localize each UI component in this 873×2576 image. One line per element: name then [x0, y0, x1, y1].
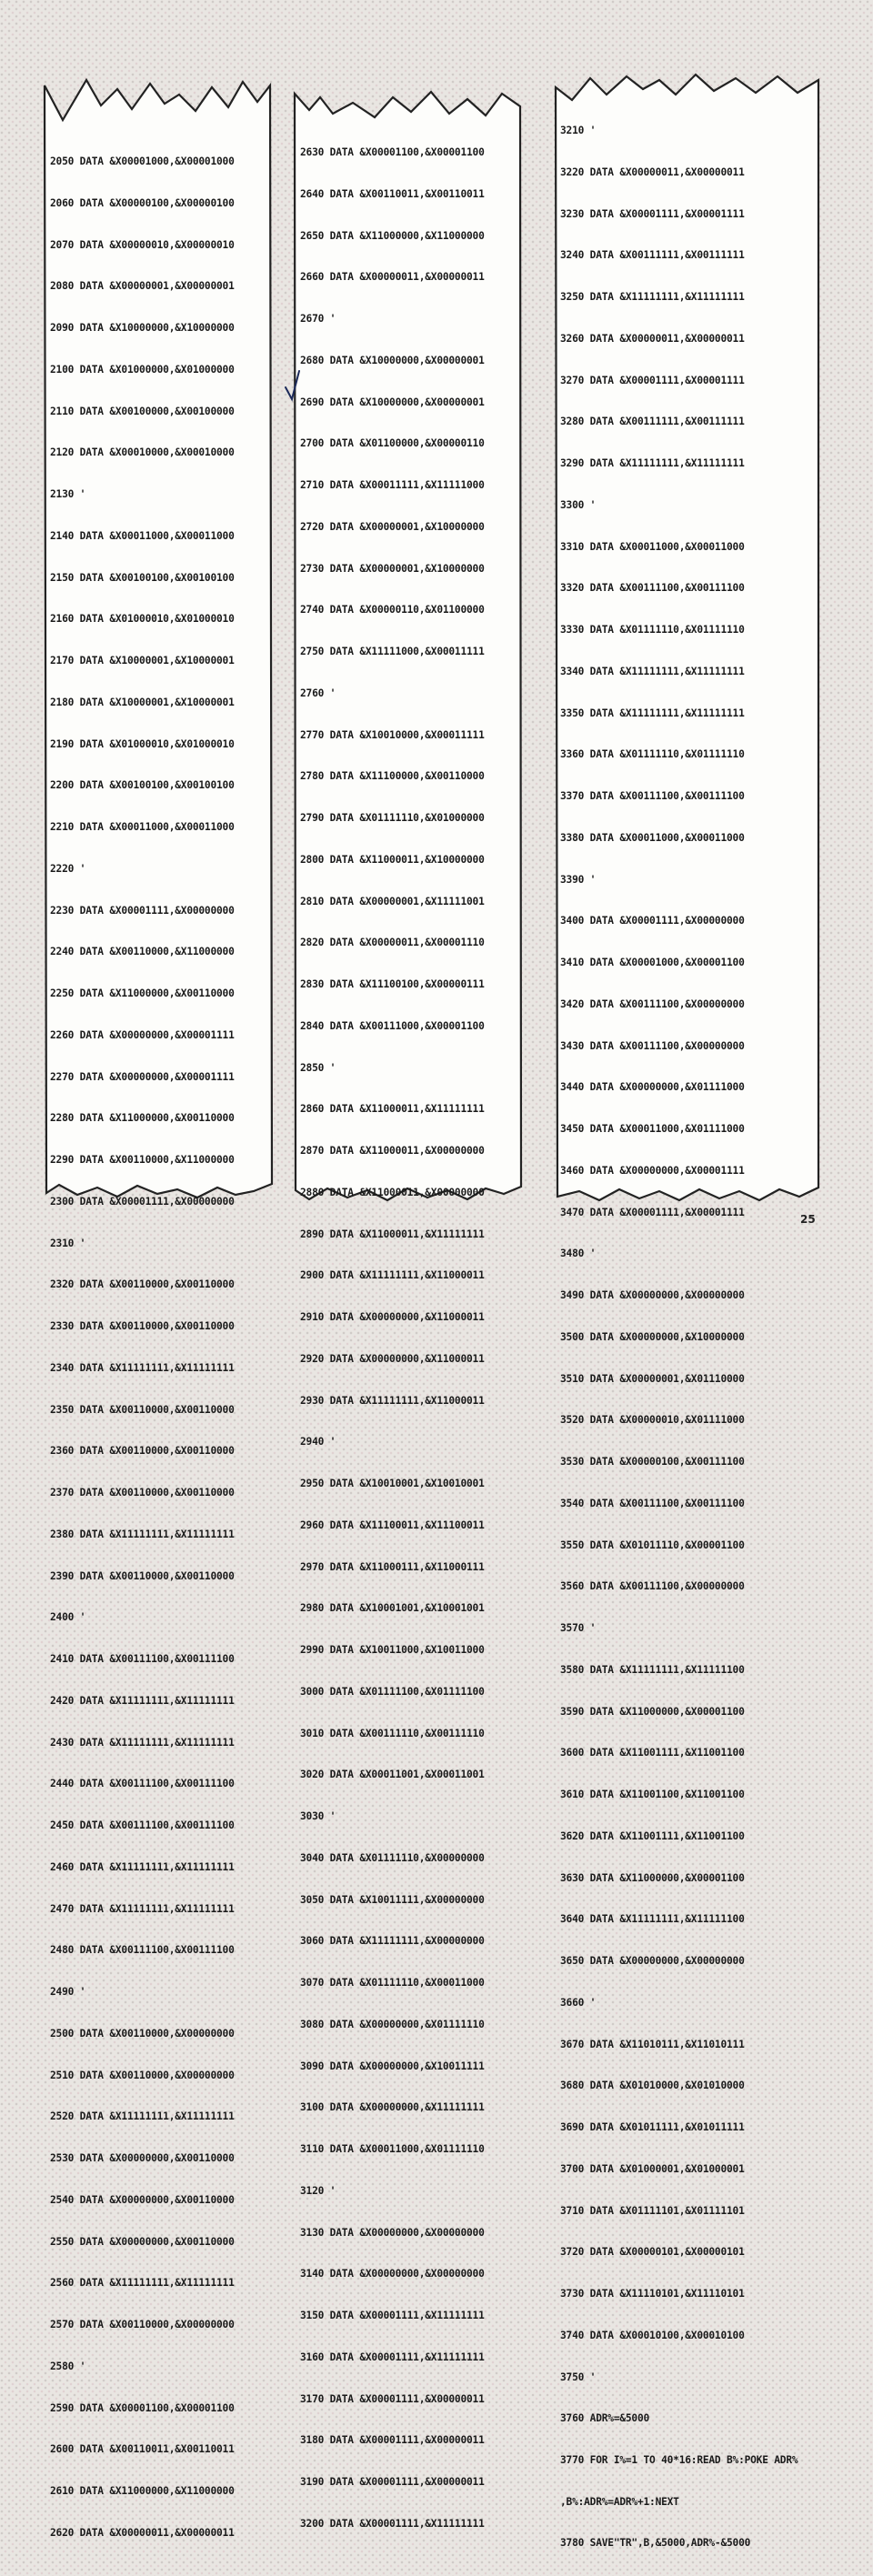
code-line: 2880 DATA &X11000011,&X00000000 [300, 1186, 485, 1198]
code-line: 3730 DATA &X11110101,&X11110101 [560, 2288, 745, 2300]
code-line: 2940 ' [300, 1436, 336, 1448]
code-line: 2170 DATA &X10000001,&X10000001 [50, 655, 235, 667]
code-line: 2180 DATA &X10000001,&X10000001 [50, 696, 235, 708]
code-line: 2210 DATA &X00011000,&X00011000 [50, 821, 235, 833]
code-line: 2260 DATA &X00000000,&X00001111 [50, 1028, 235, 1041]
code-line: 2450 DATA &X00111100,&X00111100 [50, 1819, 235, 1831]
code-line: 2200 DATA &X00100100,&X00100100 [50, 779, 235, 792]
code-line: 2250 DATA &X11000000,&X00110000 [50, 987, 235, 999]
code-line: 3650 DATA &X00000000,&X00000000 [560, 1955, 745, 1967]
code-line: 2320 DATA &X00110000,&X00110000 [50, 1278, 235, 1291]
code-line: 3070 DATA &X01111110,&X00011000 [300, 1977, 485, 1989]
code-line: 3310 DATA &X00011000,&X00011000 [560, 540, 745, 553]
code-line: 2640 DATA &X00110011,&X00110011 [300, 187, 485, 200]
code-line: 2720 DATA &X00000001,&X10000000 [300, 520, 485, 533]
code-line: 3740 DATA &X00010100,&X00010100 [560, 2329, 745, 2341]
code-line: 2630 DATA &X00001100,&X00001100 [300, 146, 485, 158]
code-line: 2150 DATA &X00100100,&X00100100 [50, 571, 235, 584]
code-line: 2130 ' [50, 488, 86, 500]
code-line: 3400 DATA &X00001111,&X00000000 [560, 915, 745, 927]
code-line: 3530 DATA &X00000100,&X00111100 [560, 1456, 745, 1468]
code-line: 2460 DATA &X11111111,&X11111111 [50, 1860, 235, 1873]
code-line: 2510 DATA &X00110000,&X00000000 [50, 2069, 235, 2081]
code-line: 3100 DATA &X00000000,&X11111111 [300, 2101, 485, 2114]
code-line: 2360 DATA &X00110000,&X00110000 [50, 1445, 235, 1458]
code-line: 3220 DATA &X00000011,&X00000011 [560, 165, 745, 178]
code-line: 2340 DATA &X11111111,&X11111111 [50, 1361, 235, 1374]
code-line: 2600 DATA &X00110011,&X00110011 [50, 2443, 235, 2456]
code-line: 2400 ' [50, 1611, 86, 1624]
code-line: 2240 DATA &X00110000,&X11000000 [50, 946, 235, 958]
code-line: 2290 DATA &X00110000,&X11000000 [50, 1154, 235, 1166]
code-line: 3240 DATA &X00111111,&X00111111 [560, 249, 745, 262]
code-line: 2190 DATA &X01000010,&X01000010 [50, 737, 235, 750]
code-line: 3370 DATA &X00111100,&X00111100 [560, 790, 745, 802]
code-lines [50, 129, 235, 2566]
code-line: 2220 ' [50, 862, 86, 875]
code-line: 3670 DATA &X11010111,&X11010111 [560, 2038, 745, 2050]
code-line: 2430 DATA &X11111111,&X11111111 [50, 1736, 235, 1749]
code-line: 2390 DATA &X00110000,&X00110000 [50, 1569, 235, 1582]
code-line: 2760 ' [300, 687, 336, 699]
code-line: 3110 DATA &X00011000,&X01111110 [300, 2143, 485, 2155]
code-line: 2570 DATA &X00110000,&X00000000 [50, 2319, 235, 2330]
code-line: 3290 DATA &X11111111,&X11111111 [560, 457, 745, 469]
code-line: 2970 DATA &X11000111,&X11000111 [300, 1560, 485, 1573]
code-line: 3140 DATA &X00000000,&X00000000 [300, 2268, 485, 2280]
code-line: 3410 DATA &X00001000,&X00001100 [560, 957, 745, 968]
code-line: 3470 DATA &X00001111,&X00001111 [560, 1206, 745, 1218]
code-line: 2330 DATA &X00110000,&X00110000 [50, 1320, 235, 1332]
code-line: 3010 DATA &X00111110,&X00111110 [300, 1727, 485, 1739]
code-line: 2230 DATA &X00001111,&X00000000 [50, 904, 235, 917]
code-line: 3390 ' [560, 873, 597, 886]
code-line: 3780 SAVE"TR",B,&5000,ADR%-&5000 [560, 2537, 751, 2550]
code-line: 3760 ADR%=&5000 [560, 2412, 650, 2425]
code-line: 2070 DATA &X00000010,&X00000010 [50, 238, 235, 251]
code-line: 3500 DATA &X00000000,&X10000000 [560, 1330, 745, 1343]
code-line: 2270 DATA &X00000000,&X00001111 [50, 1070, 235, 1083]
code-line: 3640 DATA &X11111111,&X11111100 [560, 1913, 745, 1926]
code-line: 2700 DATA &X01100000,&X00000110 [300, 437, 485, 450]
listing-column-2 [293, 86, 523, 2530]
code-line: 2820 DATA &X00000011,&X00001110 [300, 937, 485, 949]
code-line: 2420 DATA &X11111111,&X11111111 [50, 1694, 235, 1707]
code-line: 2540 DATA &X00000000,&X00110000 [50, 2193, 235, 2206]
code-line: 3180 DATA &X00001111,&X00000011 [300, 2434, 485, 2447]
code-line: 2380 DATA &X11111111,&X11111111 [50, 1528, 235, 1540]
code-line: 3040 DATA &X01111110,&X00000000 [300, 1851, 485, 1864]
code-line: 3550 DATA &X01011110,&X00001100 [560, 1539, 745, 1551]
code-line: 2050 DATA &X00001000,&X00001000 [50, 155, 235, 167]
code-line: 2140 DATA &X00011000,&X00011000 [50, 529, 235, 542]
code-line: 2690 DATA &X10000000,&X00000001 [300, 396, 485, 408]
code-line: 3380 DATA &X00011000,&X00011000 [560, 831, 745, 844]
code-line: 2500 DATA &X00110000,&X00000000 [50, 2027, 235, 2040]
code-line: 2120 DATA &X00010000,&X00010000 [50, 446, 235, 459]
code-line: 3460 DATA &X00000000,&X00001111 [560, 1164, 745, 1177]
code-line: 3160 DATA &X00001111,&X11111111 [300, 2350, 485, 2363]
code-line: 3720 DATA &X00000101,&X00000101 [560, 2246, 745, 2259]
code-line: 3230 DATA &X00001111,&X00001111 [560, 207, 745, 220]
code-line: 2660 DATA &X00000011,&X00000011 [300, 271, 485, 284]
code-line: 2580 ' [50, 2360, 86, 2372]
code-line: 2110 DATA &X00100000,&X00100000 [50, 405, 235, 417]
code-line: 2300 DATA &X00001111,&X00000000 [50, 1195, 235, 1208]
code-line: 2740 DATA &X00000110,&X01100000 [300, 604, 485, 616]
code-line: 3540 DATA &X00111100,&X00111100 [560, 1497, 745, 1509]
code-line: 2730 DATA &X00000001,&X10000000 [300, 562, 485, 575]
code-line: 2100 DATA &X01000000,&X01000000 [50, 363, 235, 376]
code-line: 2590 DATA &X00001100,&X00001100 [50, 2401, 235, 2414]
code-line: 2840 DATA &X00111000,&X00001100 [300, 1019, 485, 1032]
code-line: 2750 DATA &X11111000,&X00011111 [300, 646, 485, 657]
code-line: 2830 DATA &X11100100,&X00000111 [300, 978, 485, 990]
code-line: 3340 DATA &X11111111,&X11111111 [560, 665, 745, 677]
code-line: 2650 DATA &X11000000,&X11000000 [300, 229, 485, 242]
code-line: 3260 DATA &X00000011,&X00000011 [560, 332, 745, 345]
code-line: 2860 DATA &X11000011,&X11111111 [300, 1103, 485, 1116]
code-line: 3420 DATA &X00111100,&X00000000 [560, 997, 745, 1010]
code-line: 3660 ' [560, 1996, 597, 2009]
code-line: 2530 DATA &X00000000,&X00110000 [50, 2152, 235, 2164]
code-line: 3060 DATA &X11111111,&X00000000 [300, 1935, 485, 1948]
code-line: 3130 DATA &X00000000,&X00000000 [300, 2226, 485, 2239]
code-line: 3050 DATA &X10011111,&X00000000 [300, 1893, 485, 1906]
code-line: 2560 DATA &X11111111,&X11111111 [50, 2277, 235, 2290]
code-line: 2870 DATA &X11000011,&X00000000 [300, 1145, 485, 1157]
code-line: 2490 ' [50, 1986, 86, 1998]
code-line: 2620 DATA &X00000011,&X00000011 [50, 2526, 235, 2539]
code-line: 3520 DATA &X00000010,&X01111000 [560, 1414, 745, 1427]
code-line: 3600 DATA &X11001111,&X11001100 [560, 1747, 745, 1759]
code-line: 2790 DATA &X01111110,&X01000000 [300, 812, 485, 824]
code-line: 3770 FOR I%=1 TO 40*16:READ B%:POKE ADR% [560, 2454, 798, 2466]
code-line: 2900 DATA &X11111111,&X11000011 [300, 1269, 485, 1282]
code-line: 2550 DATA &X00000000,&X00110000 [50, 2235, 235, 2248]
code-line: 3430 DATA &X00111100,&X00000000 [560, 1039, 745, 1052]
code-line: 3360 DATA &X01111110,&X01111110 [560, 748, 745, 761]
code-line: 3700 DATA &X01000001,&X01000001 [560, 2162, 745, 2175]
code-line: 3090 DATA &X00000000,&X10011111 [300, 2060, 485, 2072]
code-line: 2280 DATA &X11000000,&X00110000 [50, 1112, 235, 1125]
code-line: 3710 DATA &X01111101,&X01111101 [560, 2204, 745, 2217]
code-line: 2890 DATA &X11000011,&X11111111 [300, 1228, 485, 1240]
code-line: 3570 ' [560, 1622, 597, 1634]
code-line: 3510 DATA &X00000001,&X01110000 [560, 1372, 745, 1385]
code-line: 3280 DATA &X00111111,&X00111111 [560, 416, 745, 428]
code-line: 2910 DATA &X00000000,&X11000011 [300, 1311, 485, 1323]
code-line: 2810 DATA &X00000001,&X11111001 [300, 895, 485, 907]
code-line: 2960 DATA &X11100011,&X11100011 [300, 1519, 485, 1531]
code-line: 2670 ' [300, 313, 336, 325]
code-line: 3020 DATA &X00011001,&X00011001 [300, 1769, 485, 1781]
code-line: 3680 DATA &X01010000,&X01010000 [560, 2080, 745, 2092]
code-line: 3610 DATA &X11001100,&X11001100 [560, 1789, 745, 1800]
code-line: 2440 DATA &X00111100,&X00111100 [50, 1778, 235, 1790]
code-line: 3750 ' [560, 2371, 597, 2383]
code-line: 3330 DATA &X01111110,&X01111110 [560, 624, 745, 636]
code-line: 2920 DATA &X00000000,&X11000011 [300, 1352, 485, 1365]
code-line: ,B%:ADR%=ADR%+1:NEXT [560, 2495, 679, 2508]
code-line: 2980 DATA &X10001001,&X10001001 [300, 1602, 485, 1615]
code-line: 2850 ' [300, 1061, 336, 1074]
code-line: 2370 DATA &X00110000,&X00110000 [50, 1487, 235, 1498]
code-lines [300, 120, 485, 2557]
code-line: 2930 DATA &X11111111,&X11000011 [300, 1394, 485, 1407]
code-line: 3120 ' [300, 2184, 336, 2197]
code-line: 2680 DATA &X10000000,&X00000001 [300, 354, 485, 366]
code-line: 3480 ' [560, 1248, 597, 1260]
code-line: 3450 DATA &X00011000,&X01111000 [560, 1123, 745, 1135]
page-number: 25 [800, 1213, 816, 1226]
code-line: 2800 DATA &X11000011,&X10000000 [300, 853, 485, 866]
code-line: 3580 DATA &X11111111,&X11111100 [560, 1663, 745, 1676]
code-line: 2480 DATA &X00111100,&X00111100 [50, 1944, 235, 1957]
code-line: 3690 DATA &X01011111,&X01011111 [560, 2121, 745, 2133]
code-line: 2470 DATA &X11111111,&X11111111 [50, 1902, 235, 1915]
code-line: 3250 DATA &X11111111,&X11111111 [560, 291, 745, 303]
code-line: 3150 DATA &X00001111,&X11111111 [300, 2310, 485, 2321]
code-line: 2090 DATA &X10000000,&X10000000 [50, 322, 235, 334]
code-line: 2990 DATA &X10011000,&X10011000 [300, 1644, 485, 1656]
code-line: 2080 DATA &X00000001,&X00000001 [50, 280, 235, 293]
code-line: 3080 DATA &X00000000,&X01111110 [300, 2018, 485, 2030]
code-line: 2310 ' [50, 1237, 86, 1249]
code-line: 2770 DATA &X10010000,&X00011111 [300, 728, 485, 741]
code-line: 2610 DATA &X11000000,&X11000000 [50, 2485, 235, 2497]
code-line: 3320 DATA &X00111100,&X00111100 [560, 582, 745, 595]
code-line: 3440 DATA &X00000000,&X01111000 [560, 1081, 745, 1094]
code-line: 3000 DATA &X01111100,&X01111100 [300, 1685, 485, 1698]
listing-column-1 [43, 76, 274, 2539]
code-line: 3300 ' [560, 498, 597, 511]
listing-column-3 [554, 73, 820, 2550]
code-line: 2350 DATA &X00110000,&X00110000 [50, 1403, 235, 1416]
pen-checkmark-icon [284, 369, 302, 402]
code-line: 2780 DATA &X11100000,&X00110000 [300, 770, 485, 783]
code-lines [560, 98, 798, 2576]
code-line: 2950 DATA &X10010001,&X10010001 [300, 1478, 485, 1489]
code-line: 3270 DATA &X00001111,&X00001111 [560, 374, 745, 386]
code-line: 3630 DATA &X11000000,&X00001100 [560, 1871, 745, 1884]
code-line: 3030 ' [300, 1810, 336, 1822]
code-line: 3170 DATA &X00001111,&X00000011 [300, 2392, 485, 2405]
code-line: 3590 DATA &X11000000,&X00001100 [560, 1705, 745, 1718]
code-line: 2060 DATA &X00000100,&X00000100 [50, 196, 235, 209]
code-line: 3490 DATA &X00000000,&X00000000 [560, 1289, 745, 1301]
code-line: 2410 DATA &X00111100,&X00111100 [50, 1653, 235, 1665]
code-line: 3190 DATA &X00001111,&X00000011 [300, 2476, 485, 2488]
code-line: 2710 DATA &X00011111,&X11111000 [300, 479, 485, 491]
code-line: 3200 DATA &X00001111,&X11111111 [300, 2517, 485, 2530]
code-line: 2520 DATA &X11111111,&X11111111 [50, 2110, 235, 2123]
code-line: 3210 ' [560, 125, 597, 136]
code-line: 3620 DATA &X11001111,&X11001100 [560, 1829, 745, 1842]
code-line: 2160 DATA &X01000010,&X01000010 [50, 613, 235, 626]
code-line: 3560 DATA &X00111100,&X00000000 [560, 1580, 745, 1593]
code-line: 3350 DATA &X11111111,&X11111111 [560, 707, 745, 719]
